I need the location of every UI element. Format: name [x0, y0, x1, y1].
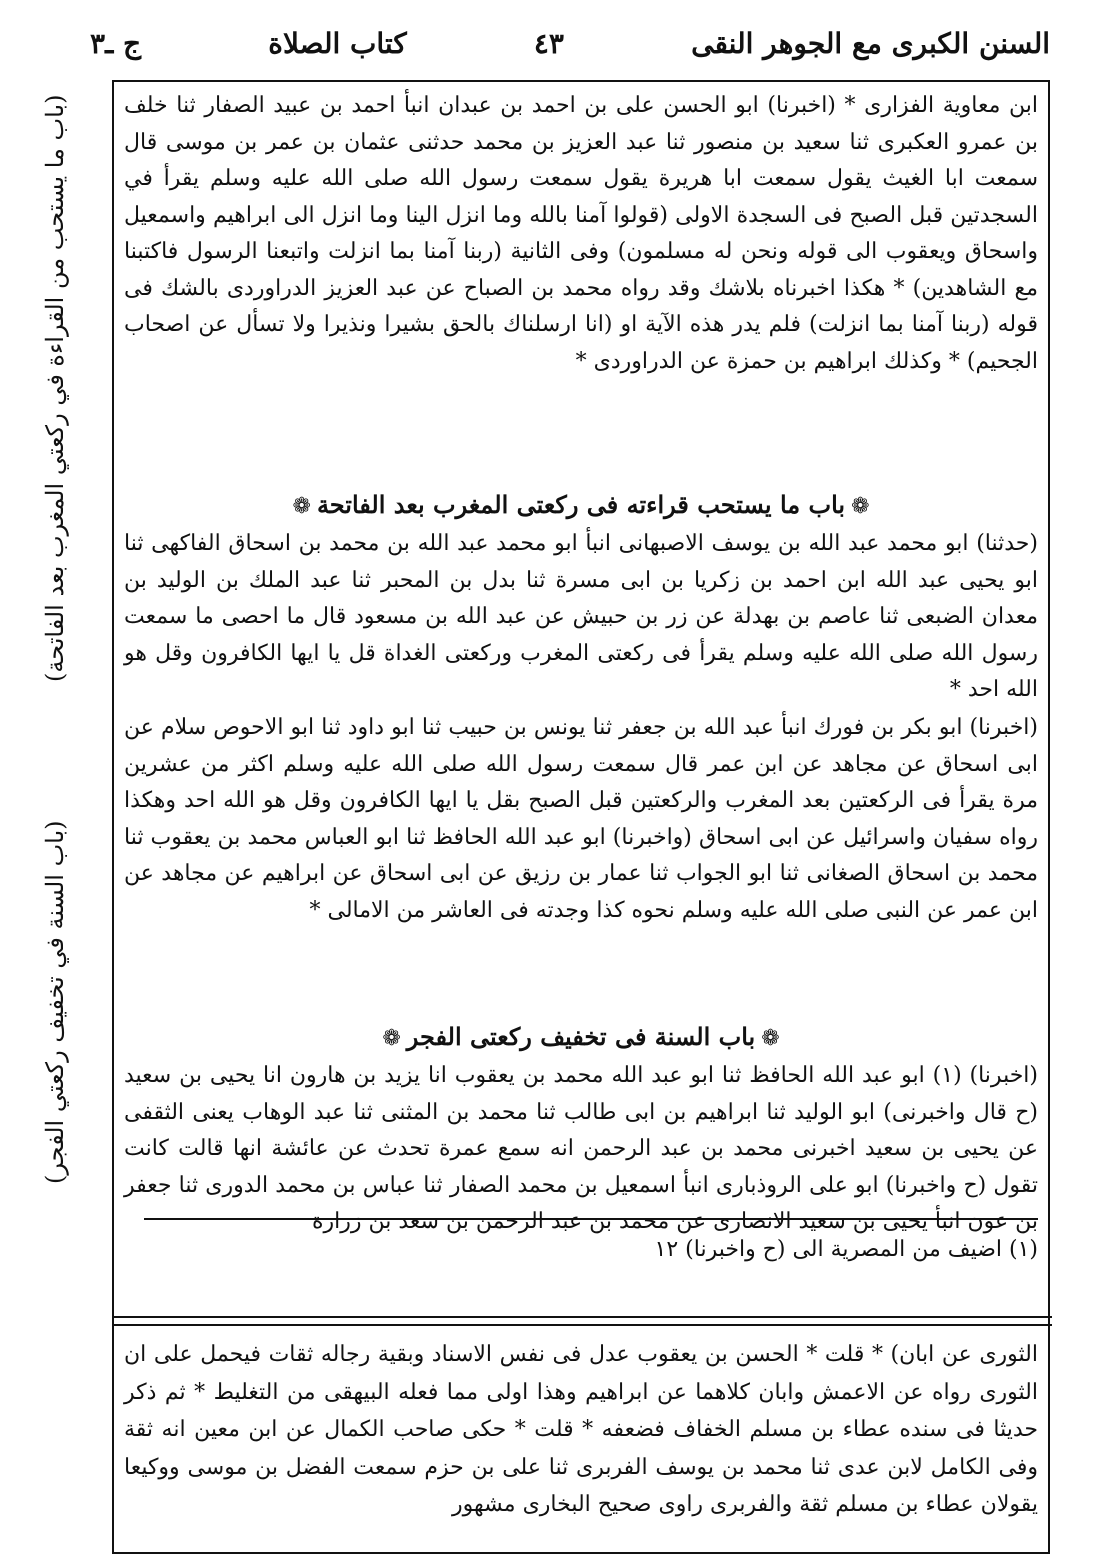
- footnote: (١) اضيف من المصرية الى (ح واخبرنا) ١٢: [654, 1237, 1038, 1262]
- commentary-block: الثورى عن ابان) * قلت * الحسن بن يعقوب عدل فى نفس الاسناد وبقية رجاله ثقات فيحمل على ان الثورى رواه عن الاعمش وابان كلاهما عن ابراهيم وهذا اولى مما فعله البيهقى من التغليط * ثم ذكر حديثا فى سنده عطاء بن مسلم الخفاف فضعفه * قلت * حكى صاحب الكمال عن ابن معين انه ثقة وفى الكامل لابن عدى ثنا محمد بن يوسف الفربرى ثنا على بن حزم سمعت الفضل بن موسى ووكيعا يقولان عطاء بن مسلم ثقة والفربرى راوى صحيح البخارى مشهور: [124, 1342, 1038, 1517]
- main-block-2: (حدثنا) ابو محمد عبد الله بن يوسف الاصبهانى انبأ ابو محمد عبد الله بن محمد بن اسحاق الفاكهى ثنا ابو يحيى عبد الله ابن احمد بن زكريا بن ابى مسرة ثنا بدل بن المحبر ثنا عبد الملك بن الوليد بن معدان الضبعى ثنا عاصم بن بهدلة عن زر بن حبيش عن عبد الله بن مسعود قال ما احصى ما سمعت رسول الله صلى الله عليه وسلم يقرأ فى ركعتى المغرب وركعتى الغداة قل يا ايها الكافرون وقل هو الله احد *: [124, 531, 1038, 702]
- ornament-icon: ❁: [382, 1026, 401, 1051]
- main-block-1: ابن معاوية الفزارى * (اخبرنا) ابو الحسن على بن احمد بن عبدان انبأ احمد بن عبيد الصفار ثنا خلف بن عمرو العكبرى ثنا سعيد بن منصور ثنا عبد العزيز بن محمد حدثنى عثمان بن عمر بن موسى قال سمعت ابا الغيث يقول سمعت ابا هريرة يقول سمعت رسول الله صلى الله عليه وسلم يقرأ في السجدتين قبل الصبح فى السجدة الاولى (قولوا آمنا بالله وما انزل الينا وما انزل الى ابراهيم واسمعيل واسحاق ويعقوب الى قوله ونحن له مسلمون) وفى الثانية (ربنا آمنا بما انزلت واتبعنا الرسول فاكتبنا مع الشاهدين) * هكذا اخبرناه بلاشك وقد رواه محمد بن الصباح عن عبد العزيز الدراوردى بالشك فى قوله (ربنا آمنا بما انزلت) فلم يدر هذه الآية او (انا ارسلناك بالحق بشيرا ونذيرا ولا تسأل عن اصحاب الجحيم) * وكذلك ابراهيم بن حمزة عن الدراوردى *: [124, 93, 1038, 374]
- footnote-rule: [144, 1218, 1038, 1220]
- main-block-3: (اخبرنا) ابو بكر بن فورك انبأ عبد الله بن جعفر ثنا يونس بن حبيب ثنا ابو داود ثنا ابو الاحوص سلام عن ابى اسحاق عن مجاهد عن ابن عمر قال سمعت رسول الله صلى الله عليه وسلم اكثر من عشرين مرة يقرأ فى الركعتين بعد المغرب والركعتين قبل الصبح بقل يا ايها الكافرون وقل هو الله احد وهكذا رواه سفيان واسرائيل عن ابى اسحاق (واخبرنا) ابو عبد الله الحافظ ثنا ابو العباس محمد بن يعقوب ثنا محمد بن اسحاق الصغانى ثنا ابو الجواب ثنا عمار بن رزيق عن ابى اسحاق عن ابراهيم عن مجاهد عن ابن عمر عن النبى صلى الله عليه وسلم نحوه كذا وجدته فى العاشر من الامالى *: [124, 715, 1038, 923]
- commentary-rule-1: [112, 1316, 1052, 1318]
- frame-left-rule: [112, 82, 114, 1552]
- side-note-top: (باب ما يستحب من القراءة في ركعتي المغرب بعد الفاتحة): [41, 95, 69, 683]
- commentary-rule-2: [112, 1324, 1052, 1326]
- chapter-heading-1: ❁باب ما يستحب قراءته فى ركعتى المغرب بعد الفاتحة❁: [292, 490, 870, 519]
- side-note-bottom: (باب السنة في تخفيف ركعتي الفجر): [41, 820, 69, 1184]
- chapter-heading-2: ❁باب السنة فى تخفيف ركعتى الفجر❁: [382, 1022, 780, 1051]
- ornament-icon: ❁: [292, 494, 311, 519]
- frame-right-rule: [1048, 82, 1050, 1552]
- ornament-icon: ❁: [761, 1026, 780, 1051]
- volume-label: ج ـ٣: [90, 26, 142, 60]
- page-number: ٤٣: [533, 26, 564, 60]
- book-title: السنن الكبرى مع الجوهر النقى: [691, 26, 1050, 60]
- running-header: [90, 18, 1050, 68]
- ornament-icon: ❁: [851, 494, 870, 519]
- section-title: كتاب الصلاة: [268, 26, 407, 60]
- main-block-4: (اخبرنا) (١) ابو عبد الله الحافظ ثنا ابو عبد الله محمد بن يعقوب انا يزيد بن هارون انا يحيى بن سعيد (ح قال واخبرنى) ابو الوليد ثنا ابراهيم بن ابى طالب ثنا محمد بن المثنى ثنا عبد الوهاب يعنى الثقفى عن يحيى بن سعيد اخبرنى محمد بن عبد الرحمن انه سمع عمرة تحدث عن عائشة انها قالت كانت تقول (ح واخبرنا) ابو على الروذبارى انبأ اسمعيل بن محمد الصفار ثنا عباس بن محمد الدورى ثنا جعفر بن عون انبأ يحيى بن سعيد الانصارى عن محمد بن عبد الرحمن بن سعد بن زرارة: [124, 1063, 1038, 1234]
